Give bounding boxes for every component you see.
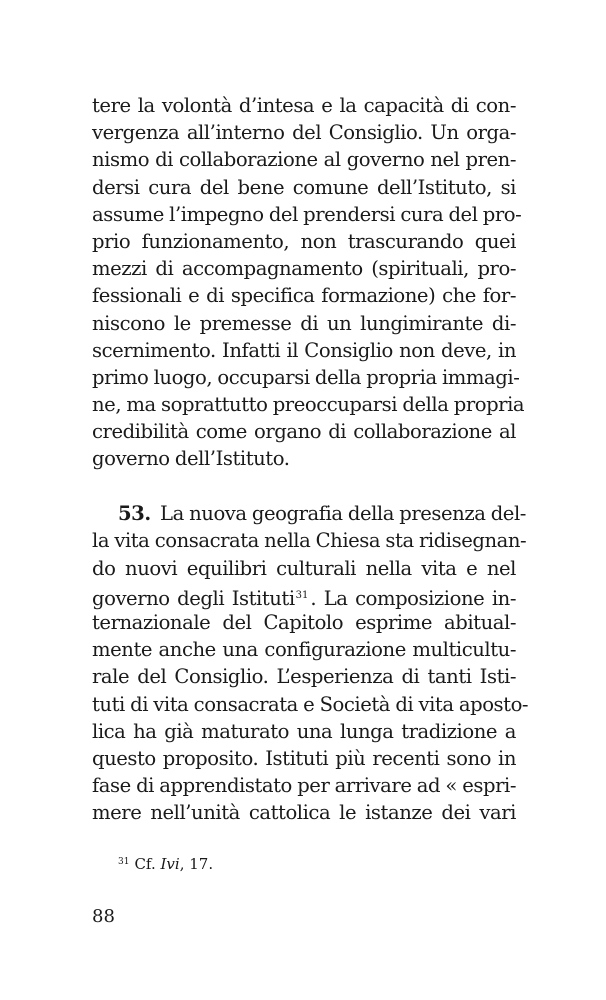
text-line: dersi cura del bene comune dell’Istituto, si [92, 175, 516, 199]
text-line: la vita consacrata nella Chiesa sta ridisegnan- [92, 529, 527, 553]
text-line: tuti di vita consacrata e Società di vita aposto- [92, 692, 529, 716]
text-line: fessionali e di specifica formazione) che for- [92, 284, 516, 308]
text-line: fase di apprendistato per arrivare ad « espri- [92, 774, 516, 798]
footnote-suffix: , 17. [179, 855, 214, 873]
text-line: scernimento. Infatti il Consiglio non deve, in [92, 338, 516, 362]
paragraph-continued [92, 92, 525, 473]
text-line: tere la volontà d’intesa e la capacità di con- [92, 94, 516, 117]
text-fragment: governo degli Istituti [92, 586, 295, 610]
text-line: governo dell’Istituto. [92, 447, 290, 471]
footnote-italic: Ivi [160, 855, 180, 873]
text-line: ne, ma soprattutto preoccuparsi della propria [92, 393, 525, 417]
paragraph-number: 53. [118, 502, 151, 526]
text-line: mere nell’unità cattolica le istanze dei vari [92, 801, 516, 825]
text-line: questo proposito. Istituti più recenti sono in [92, 746, 516, 770]
text-line: lica ha già maturato una lunga tradizione a [92, 719, 516, 743]
text-line: mezzi di accompagnamento (spirituali, pro- [92, 257, 516, 281]
page-body [92, 92, 529, 826]
page-number: 88 [92, 906, 115, 927]
text-line: ternazionale del Capitolo esprime abitual- [92, 610, 516, 634]
text-line: do nuovi equilibri culturali nella vita e nel [92, 556, 516, 580]
paragraph-gap [92, 473, 516, 501]
footnote-marker: 31 [118, 857, 130, 867]
text-line: prio funzionamento, non trascurando quei [92, 229, 516, 253]
text-line: credibilità come organo di collaborazione al [92, 420, 516, 444]
footnote-prefix: Cf. [134, 855, 156, 873]
text-line: rale del Consiglio. L’esperienza di tanti Isti- [92, 665, 516, 689]
text-line-with-footnote-ref [92, 582, 516, 609]
footnote-reference[interactable]: 31 [295, 589, 309, 601]
text-line: nismo di collaborazione al governo nel pren- [92, 148, 516, 172]
text-line: niscono le premesse di un lungimirante di- [92, 311, 516, 335]
text-fragment: . La composizione in- [310, 586, 516, 610]
footnote [118, 852, 213, 874]
text-fragment: La nuova geografia della presenza del- [160, 502, 526, 526]
text-line: vergenza all’interno del Consiglio. Un orga- [92, 121, 516, 145]
text-line: primo luogo, occuparsi della propria immagi- [92, 365, 520, 389]
paragraph-53 [92, 500, 529, 826]
text-line: assume l’impegno del prendersi cura del pro- [92, 202, 522, 226]
text-line: mente anche una configurazione multicultu- [92, 638, 516, 662]
paragraph-first-line [92, 500, 526, 527]
